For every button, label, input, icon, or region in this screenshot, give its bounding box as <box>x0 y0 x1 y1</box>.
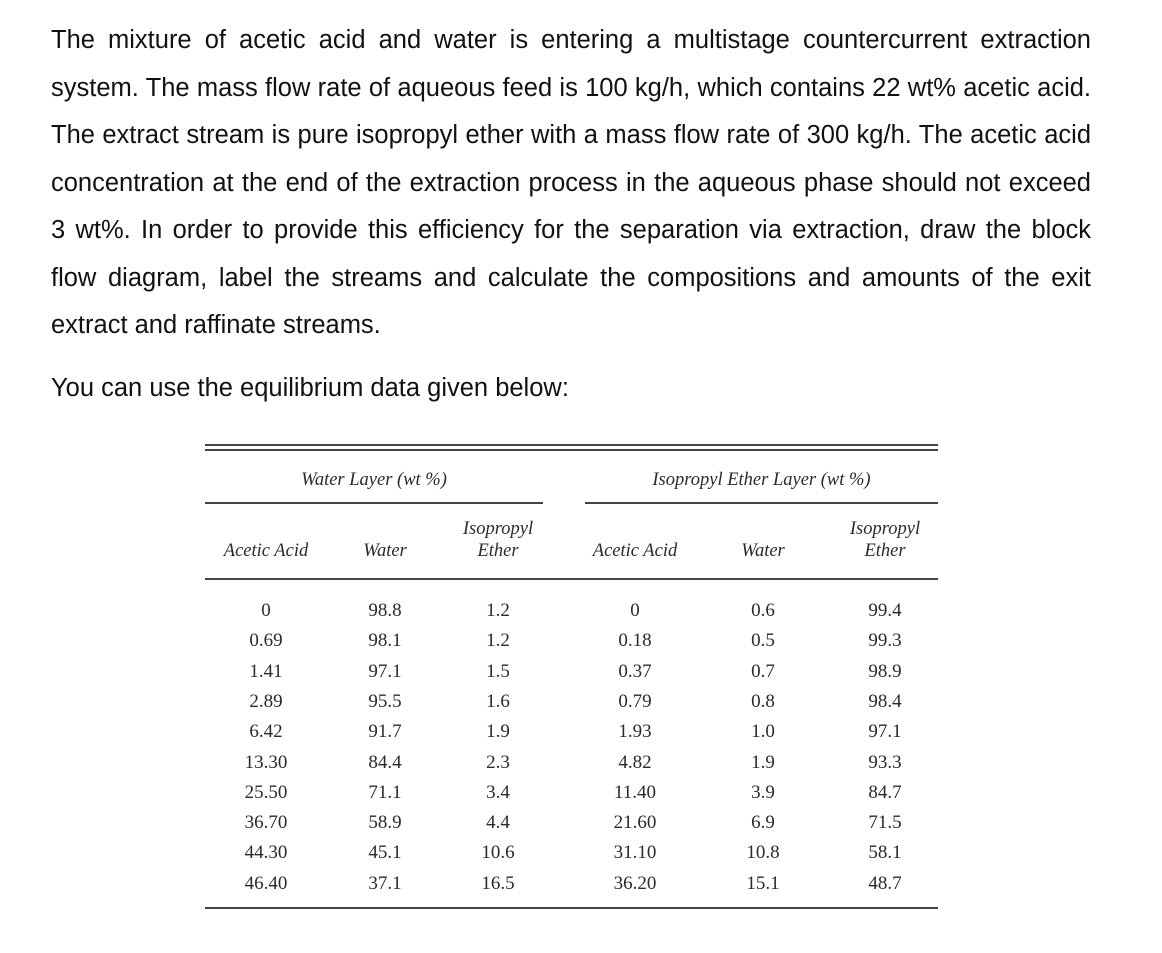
col-acetic-acid-ether-layer-header <box>565 540 705 562</box>
header-line: Isopropyl <box>462 519 534 539</box>
table-cell: 10.8 <box>746 842 780 864</box>
table-cell: 98.4 <box>868 690 902 712</box>
table-cell: 93.3 <box>868 751 902 773</box>
header-line: Acetic Acid <box>592 541 678 561</box>
table-cell: 45.1 <box>368 842 402 864</box>
table-cell: 58.1 <box>868 842 902 864</box>
table-cell: 0.37 <box>618 660 652 682</box>
table-cell: 1.41 <box>249 660 283 682</box>
col-ether-ether-layer-header <box>815 518 955 562</box>
table-cell: 48.7 <box>868 872 902 894</box>
equilibrium-data-prompt: You can use the equilibrium data given below: <box>51 374 569 402</box>
top-rule <box>205 444 938 446</box>
table-cell: 11.40 <box>613 781 657 803</box>
table-cell: 98.1 <box>368 630 402 652</box>
table-cell: 2.3 <box>486 751 510 773</box>
col-water-ether-layer-header <box>693 540 833 562</box>
header-line: Water <box>363 541 407 561</box>
table-cell: 4.4 <box>486 812 510 834</box>
table-cell: 6.42 <box>249 721 283 743</box>
table-cell: 99.3 <box>868 630 902 652</box>
water-layer-header: Water Layer (wt %) <box>301 470 447 490</box>
table-cell: 0 <box>630 600 640 621</box>
table-cell: 1.9 <box>486 721 510 743</box>
table-cell: 37.1 <box>368 872 402 894</box>
table-cell: 1.93 <box>618 721 652 743</box>
table-cell: 36.70 <box>244 812 288 834</box>
table-cell: 0.18 <box>618 630 652 652</box>
table-cell: 3.9 <box>751 781 775 803</box>
table-cell: 71.1 <box>368 781 402 803</box>
table-cell: 1.2 <box>486 600 510 621</box>
table-cell: 3.4 <box>486 781 510 803</box>
ether-group-rule <box>585 502 938 504</box>
table-cell: 71.5 <box>868 812 902 834</box>
table-cell: 46.40 <box>244 872 288 894</box>
table-cell: 0.79 <box>618 690 652 712</box>
header-line: Ether <box>864 541 906 561</box>
table-cell: 1.6 <box>486 690 510 712</box>
table-cell: 10.6 <box>481 842 515 864</box>
header-rule <box>205 578 938 580</box>
table-cell: 1.5 <box>486 660 510 682</box>
table-cell: 98.9 <box>868 660 902 682</box>
table-cell: 4.82 <box>618 751 652 773</box>
table-cell: 98.8 <box>368 600 402 621</box>
table-cell: 0.7 <box>751 660 775 682</box>
table-cell: 25.50 <box>244 781 288 803</box>
problem-statement: The mixture of acetic acid and water is entering a multistage countercurrent extraction system. The mass flow rate of aqueous feed is 100 kg/h, which contains 22 wt% acetic acid. The extract stream is pure isopropyl ether with a mass flow rate of 300 kg/h. The acetic acid concentration at the end of the extraction process in the aqueous phase should not exceed 3 wt%. In order to provide this efficiency for the separation via extraction, draw the block flow diagram, label the streams and calculate the compositions and amounts of the exit extract and raffinate streams. <box>51 26 1091 339</box>
table-cell: 0.6 <box>751 600 775 621</box>
table-cell: 84.7 <box>868 781 902 803</box>
table-cell: 21.60 <box>613 812 657 834</box>
table-cell: 95.5 <box>368 690 402 712</box>
bottom-rule <box>205 907 938 909</box>
header-line: Water <box>741 541 785 561</box>
table-cell: 1.0 <box>751 721 775 743</box>
water-group-rule <box>205 502 543 504</box>
col-ether-water-layer-header <box>428 518 568 562</box>
table-cell: 84.4 <box>368 751 402 773</box>
ether-layer-header: Isopropyl Ether Layer (wt %) <box>652 470 871 490</box>
table-cell: 15.1 <box>746 872 780 894</box>
top-rule-second <box>205 449 938 451</box>
table-cell: 91.7 <box>368 721 402 743</box>
table-cell: 36.20 <box>613 872 657 894</box>
table-cell: 97.1 <box>868 721 902 743</box>
table-cell: 1.2 <box>486 630 510 652</box>
table-cell: 31.10 <box>613 842 657 864</box>
table-cell: 97.1 <box>368 660 402 682</box>
table-cell: 16.5 <box>481 872 515 894</box>
table-cell: 6.9 <box>751 812 775 834</box>
table-cell: 13.30 <box>244 751 288 773</box>
table-cell: 0.5 <box>751 630 775 652</box>
table-cell: 0.69 <box>249 630 283 652</box>
table-cell: 99.4 <box>868 600 902 621</box>
table-cell: 58.9 <box>368 812 402 834</box>
header-line: Isopropyl <box>849 519 921 539</box>
table-cell: 44.30 <box>244 842 288 864</box>
header-line: Acetic Acid <box>223 541 309 561</box>
table-cell: 0.8 <box>751 690 775 712</box>
table-cell: 2.89 <box>249 690 283 712</box>
table-cell: 1.9 <box>751 751 775 773</box>
table-cell: 0 <box>261 600 271 621</box>
header-line: Ether <box>477 541 519 561</box>
